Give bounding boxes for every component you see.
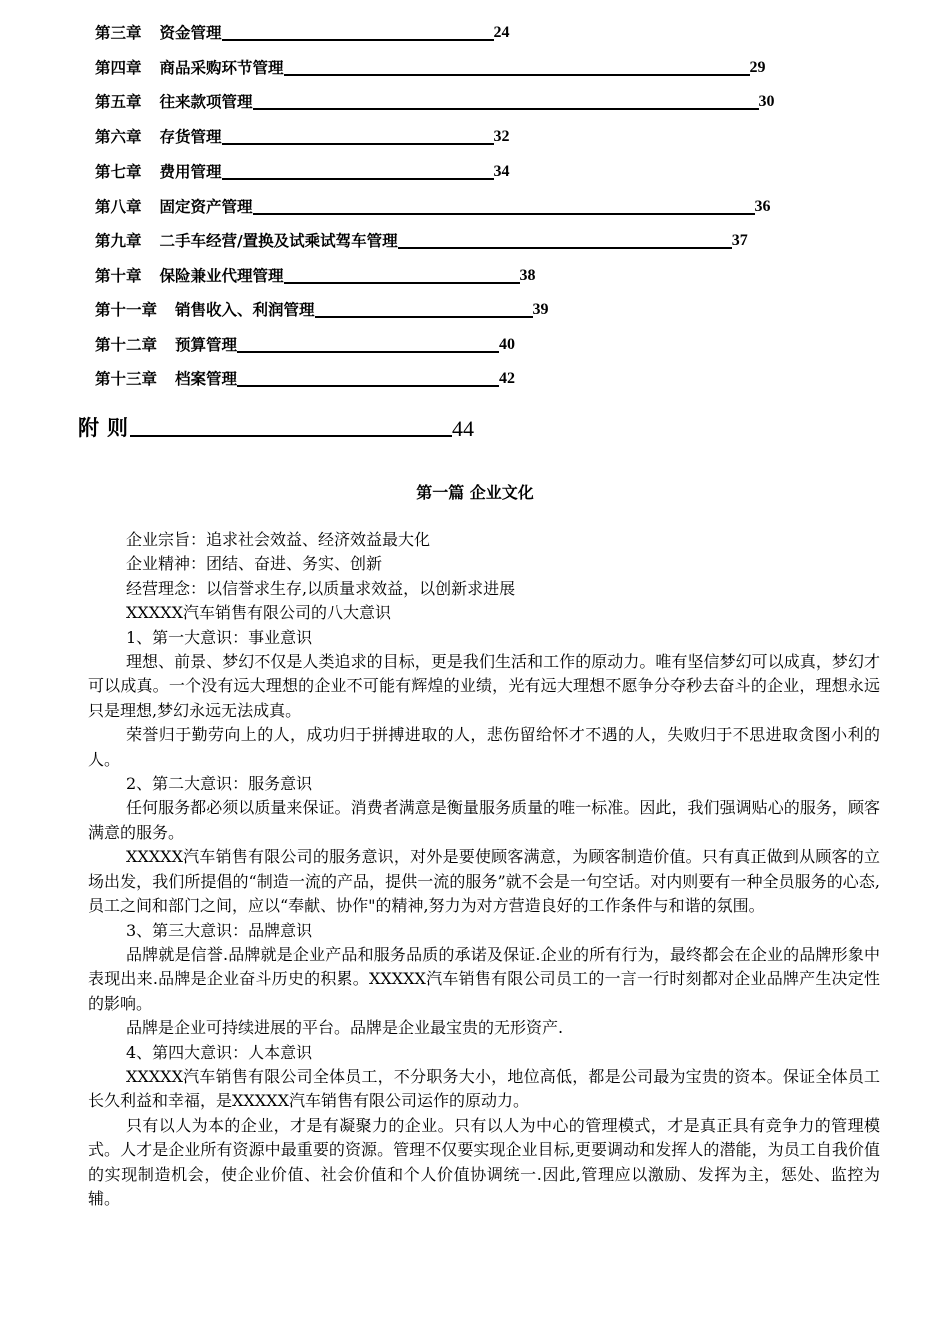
toc-entry[interactable] [95, 57, 766, 79]
toc-entry[interactable] [95, 91, 775, 113]
toc-entry[interactable] [95, 126, 510, 148]
toc-entry[interactable] [95, 230, 748, 252]
toc-page-number: 24 [493, 24, 510, 41]
toc-page-number: 30 [758, 93, 775, 110]
toc-chapter-number: 第七章 [95, 163, 142, 181]
paragraph: XXXXX汽车销售有限公司的八大意识 [126, 603, 391, 623]
paragraph: 企业宗旨：追求社会效益、经济效益最大化 [126, 530, 431, 549]
toc-chapter-number: 第十一章 [95, 301, 158, 319]
toc-entry[interactable] [95, 161, 510, 183]
toc-chapter-number: 第十二章 [95, 336, 158, 354]
toc-chapter-title: 费用管理 [159, 163, 222, 181]
toc-chapter-title: 资金管理 [159, 24, 222, 42]
toc-leader-line [237, 371, 499, 387]
toc-leader-line [222, 164, 494, 180]
toc-leader-line [253, 94, 759, 110]
toc-page-number: 34 [493, 163, 510, 180]
toc-entry[interactable] [95, 196, 771, 218]
toc-chapter-number: 第十章 [95, 267, 142, 285]
appendix-title: 附则 [78, 416, 136, 440]
section-heading: 4、第四大意识：人本意识 [126, 1042, 313, 1062]
section-heading: 2、第二大意识：服务意识 [126, 774, 313, 794]
paragraph: 企业精神：团结、奋进、务实、创新 [126, 554, 383, 574]
toc-leader-line [398, 233, 732, 249]
toc-leader-line [130, 415, 452, 437]
paragraph: 荣誉归于勤劳向上的人，成功归于拼搏进取的人，悲伤留给怀才不遇的人，失败归于不思进取贪图小利的人。 [88, 725, 880, 769]
toc-leader-line [284, 60, 750, 76]
paragraph: 品牌就是信誉.品牌就是企业产品和服务品质的承诺及保证.企业的所有行为，最终都会在企业的品牌形象中表现出来.品牌是企业奋斗历史的积累。XXXXX汽车销售有限公司员工的一言一行时刻都对企业品牌产生决定性的影响。 [88, 944, 880, 1013]
section-heading: 1、第一大意识：事业意识 [126, 627, 313, 647]
toc-appendix-entry[interactable] [78, 412, 474, 442]
toc-chapter-number: 第五章 [95, 93, 142, 111]
toc-page-number: 32 [493, 128, 510, 145]
toc-chapter-title: 预算管理 [175, 336, 238, 354]
toc-chapter-title: 销售收入、利润管理 [175, 301, 315, 319]
toc-entry[interactable] [95, 334, 515, 356]
toc-chapter-title: 往来款项管理 [159, 93, 253, 111]
toc-chapter-number: 第四章 [95, 59, 142, 77]
toc-chapter-title: 二手车经营/置换及试乘试驾车管理 [159, 232, 398, 250]
paragraph: 只有以人为本的企业，才是有凝聚力的企业。只有以人为中心的管理模式，才是真正具有竞争力的管理模式。人才是企业所有资源中最重要的资源。管理不仅要实现企业目标,更要调动和发挥人的潜能，为员工自我价值的实现制造机会，使企业价值、社会价值和个人价值协调统一.因此,管理应以激励、发挥为主，惩处、监控为辅。 [88, 1115, 880, 1208]
toc-leader-line [222, 25, 494, 41]
toc-chapter-number: 第三章 [95, 24, 142, 42]
toc-entry[interactable] [95, 368, 515, 390]
toc-entry[interactable] [95, 265, 536, 287]
toc-chapter-title: 存货管理 [159, 128, 222, 146]
toc-page-number: 36 [754, 198, 771, 215]
paragraph: XXXXX汽车销售有限公司的服务意识，对外是要使顾客满意，为顾客制造价值。只有真正做到从顾客的立场出发，我们所提倡的“制造一流的产品，提供一流的服务”就不会是一句空话。对内则要有一种全员服务的心态,员工之间和部门之间，应以“奉献、协作"的精神,努力为对方营造良好的工作条件与和谐的氛围。 [88, 847, 880, 916]
toc-leader-line [284, 268, 520, 284]
section-heading: 3、第三大意识：品牌意识 [126, 920, 313, 940]
paragraph: XXXXX汽车销售有限公司全体员工，不分职务大小，地位高低，都是公司最为宝贵的资本。保证全体员工长久利益和幸福，是XXXXX汽车销售有限公司运作的原动力。 [88, 1066, 880, 1111]
toc-leader-line [315, 302, 533, 318]
paragraph: 品牌是企业可持续进展的平台。品牌是企业最宝贵的无形资产. [126, 1018, 564, 1038]
paragraph: 经营理念：以信誉求生存,以质量求效益，以创新求进展 [126, 578, 516, 598]
toc-chapter-number: 第八章 [95, 198, 142, 216]
toc-page-number: 29 [749, 59, 766, 76]
toc-leader-line [237, 337, 499, 353]
part-title: 第一篇 企业文化 [416, 483, 534, 502]
toc-leader-line [253, 199, 755, 215]
toc-chapter-number: 第六章 [95, 128, 142, 146]
body-text [88, 528, 880, 1211]
toc-leader-line [222, 129, 494, 145]
toc-chapter-title: 固定资产管理 [159, 198, 253, 216]
appendix-page-number: 44 [452, 416, 474, 441]
toc-page-number: 37 [731, 232, 748, 249]
toc-page-number: 38 [519, 267, 536, 284]
toc-page-number: 42 [499, 370, 516, 387]
toc-chapter-title: 档案管理 [175, 370, 238, 388]
toc-chapter-number: 第九章 [95, 232, 142, 250]
toc-chapter-title: 商品采购环节管理 [159, 59, 284, 77]
toc-entry[interactable] [95, 299, 549, 321]
toc-page-number: 40 [499, 336, 516, 353]
toc-entry[interactable] [95, 22, 510, 44]
paragraph: 理想、前景、梦幻不仅是人类追求的目标，更是我们生活和工作的原动力。唯有坚信梦幻可以成真，梦幻才可以成真。一个没有远大理想的企业不可能有辉煌的业绩，光有远大理想不愿争分夺秒去奋斗的企业，理想永远只是理想,梦幻永远无法成真。 [88, 652, 880, 720]
paragraph: 任何服务都必须以质量来保证。消费者满意是衡量服务质量的唯一标准。因此，我们强调贴心的服务，顾客满意的服务。 [88, 798, 880, 842]
toc-page-number: 39 [532, 301, 549, 318]
toc-chapter-title: 保险兼业代理管理 [159, 267, 284, 285]
toc-chapter-number: 第十三章 [95, 370, 158, 388]
